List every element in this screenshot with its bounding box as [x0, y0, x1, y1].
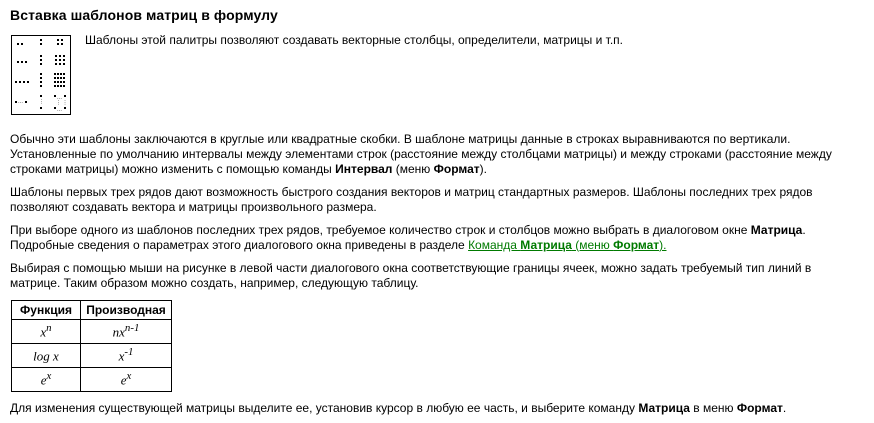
function-exponent: x: [46, 370, 52, 383]
table-row: [12, 368, 172, 392]
matrix-templates-palette-icon: [11, 35, 71, 115]
table-header-function: Функция: [12, 301, 81, 320]
derivative-cell: [81, 320, 172, 344]
function-cell: [12, 320, 81, 344]
derivative-exponent: -1: [124, 346, 134, 359]
interval-command: Интервал: [335, 162, 393, 176]
derivative-base: nx: [112, 324, 125, 340]
svg-text:⋮: ⋮: [39, 99, 44, 105]
matrix-dialog-name: Матрица: [750, 223, 803, 237]
menu-open-text: (меню: [392, 162, 434, 176]
table-row: [12, 344, 172, 368]
derivative-exponent: n-1: [124, 322, 140, 335]
link-text-menu: Формат: [613, 238, 660, 252]
paragraph-dialog: [10, 223, 866, 253]
intro-text: Шаблоны этой палитры позволяют создавать векторные столбцы, определители, матрицы и т.п.: [85, 33, 623, 47]
table-row: [12, 320, 172, 344]
link-text-post: (меню: [571, 238, 614, 252]
link-text-cmd: Матрица: [520, 238, 572, 252]
paragraph-rows: Шаблоны первых трех рядов дают возможность быстрого создания векторов и матриц стандартных размеров. Шаблоны последних трех рядов позволяют создавать вектора и матрицы произвольного размера.: [10, 185, 813, 214]
dot-text: .: [802, 223, 806, 237]
svg-text:…: …: [18, 99, 23, 105]
table-header-derivative: Производная: [81, 301, 172, 320]
function-cell: [12, 344, 81, 368]
paragraph-lines-line1: Выбирая с помощью мыши на рисунке в левой части диалогового окна соответствующие границы ячеек, можно задать требуемый тип линий в: [10, 261, 812, 275]
paragraph-lines: [10, 261, 866, 291]
svg-text:…: …: [57, 107, 62, 113]
function-base: x: [40, 324, 47, 340]
page-title: Вставка шаблонов матриц в формулу: [10, 7, 278, 23]
function-cell: [12, 368, 81, 392]
matrix-command-name: Матрица: [638, 401, 690, 415]
format-menu-label: Формат: [736, 401, 783, 415]
palette-graphic: [12, 36, 70, 114]
paragraph-dialog-line2: Подробные сведения о параметрах этого диалогового окна приведены в разделе: [10, 238, 469, 252]
menu-close-text: ).: [479, 162, 487, 176]
format-menu-name: Формат: [433, 162, 480, 176]
derivative-base: e: [120, 372, 127, 388]
matrix-command-link[interactable]: [468, 238, 666, 252]
paragraph-lines-line2: матрице. Таким образом можно создать, например, следующую таблицу.: [10, 276, 419, 290]
paragraph-brackets-line1: Обычно эти шаблоны заключаются в круглые или квадратные скобки. В шаблоне матрицы данные в строках выравниваются по вертикали.: [10, 132, 791, 146]
final-dot: .: [782, 401, 787, 415]
derivative-cell: [81, 368, 172, 392]
svg-text:…: …: [57, 95, 62, 101]
derivative-cell: [81, 344, 172, 368]
paragraph-brackets: [10, 132, 866, 177]
function-exponent: n: [46, 322, 52, 335]
derivative-table: [11, 300, 172, 392]
help-page: [10, 6, 866, 416]
paragraph-edit-matrix: [10, 401, 866, 416]
derivative-base: x: [118, 348, 125, 364]
svg-text:⋮ ⋮: ⋮ ⋮: [56, 100, 68, 106]
link-text-close: ).: [659, 238, 667, 252]
intro-section: [10, 33, 866, 115]
function-base: log x: [33, 348, 59, 364]
paragraph-edit-text: Для изменения существующей матрицы выделите ее, установив курсор в любую ее часть, и выберите команду: [10, 401, 639, 415]
function-base: e: [40, 372, 47, 388]
link-text-pre: Команда: [468, 238, 521, 252]
paragraph-dialog-line1: При выборе одного из шаблонов последних трех рядов, требуемое количество строк и столбцов можно выбрать в диалоговом окне: [10, 223, 751, 237]
derivative-exponent: x: [126, 370, 132, 383]
in-menu-text: в меню: [689, 401, 737, 415]
paragraph-brackets-line2: Установленные по умолчанию интервалы между элементами строк (расстояние между столбцами матрицы) и между строками (расстояние между строками матрицы) можно изменить с помощью команды: [10, 147, 832, 176]
